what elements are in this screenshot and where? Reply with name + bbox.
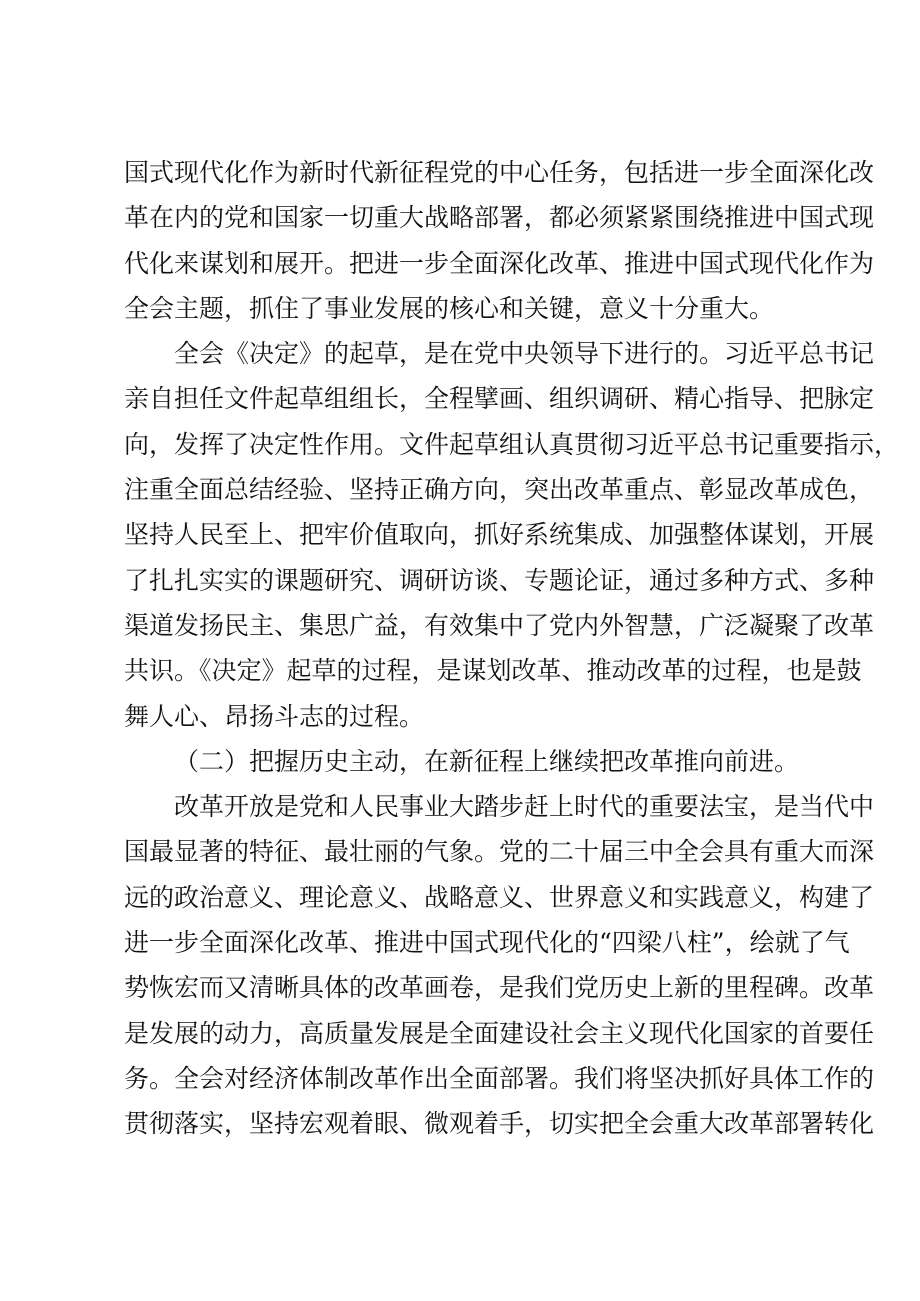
text-line: 国式现代化作为新时代新征程党的中心任务，包括进一步全面深化改 — [124, 158, 875, 187]
text-line: 全会《决定》的起草，是在党中央领导下进行的。习近平总书记 — [174, 339, 875, 369]
text-line: 代化来谋划和展开。把进一步全面深化改革、推进中国式现代化作为 — [124, 248, 875, 278]
text-line: 务。全会对经济体制改革作出全面部署。我们将坚决抓好具体工作的 — [124, 1063, 875, 1093]
text-line: 革在内的党和国家一切重大战略部署，都必须紧紧围绕推进中国式现 — [124, 203, 875, 233]
text-line: 远的政治意义、理论意义、战略意义、世界意义和实践意义，构建了 — [124, 882, 875, 912]
text-line: 改革开放是党和人民事业大踏步赶上时代的重要法宝，是当代中 — [174, 792, 875, 822]
text-line: 了扎扎实实的课题研究、调研访谈、专题论证，通过多种方式、多种 — [124, 565, 875, 595]
text-line: 注重全面总结经验、坚持正确方向，突出改革重点、彰显改革成色， — [124, 475, 875, 505]
text-line: 向，发挥了决定性作用。文件起草组认真贯彻习近平总书记重要指示， — [124, 429, 900, 459]
text-line: 坚持人民至上、把牢价值取向，抓好系统集成、加强整体谋划，开展 — [124, 520, 875, 550]
text-line: 是发展的动力，高质量发展是全面建设社会主义现代化国家的首要任 — [124, 1018, 875, 1048]
text-line: 国最显著的特征、最壮丽的气象。党的二十届三中全会具有重大而深 — [124, 837, 875, 867]
text-line: 共识。《决定》起草的过程，是谋划改革、推动改革的过程，也是鼓 — [124, 656, 862, 686]
text-line: 进一步全面深化改革、推进中国式现代化的“四梁八柱”，绘就了气 — [124, 928, 850, 958]
text-line: 势恢宏而又清晰具体的改革画卷，是我们党历史上新的里程碑。改革 — [124, 973, 875, 1003]
section-heading: （二）把握历史主动，在新征程上继续把改革推向前进。 — [174, 746, 800, 776]
document-body — [124, 150, 900, 1147]
text-line: 全会主题，抓住了事业发展的核心和关键，意义十分重大。 — [124, 293, 775, 323]
text-line: 贯彻落实，坚持宏观着眼、微观着手，切实把全会重大改革部署转化 — [124, 1109, 875, 1139]
text-line: 亲自担任文件起草组组长，全程擘画、组织调研、精心指导、把脉定 — [124, 384, 875, 414]
text-line: 舞人心、昂扬斗志的过程。 — [124, 701, 425, 731]
text-line: 渠道发扬民主、集思广益，有效集中了党内外智慧，广泛凝聚了改革 — [124, 610, 875, 640]
